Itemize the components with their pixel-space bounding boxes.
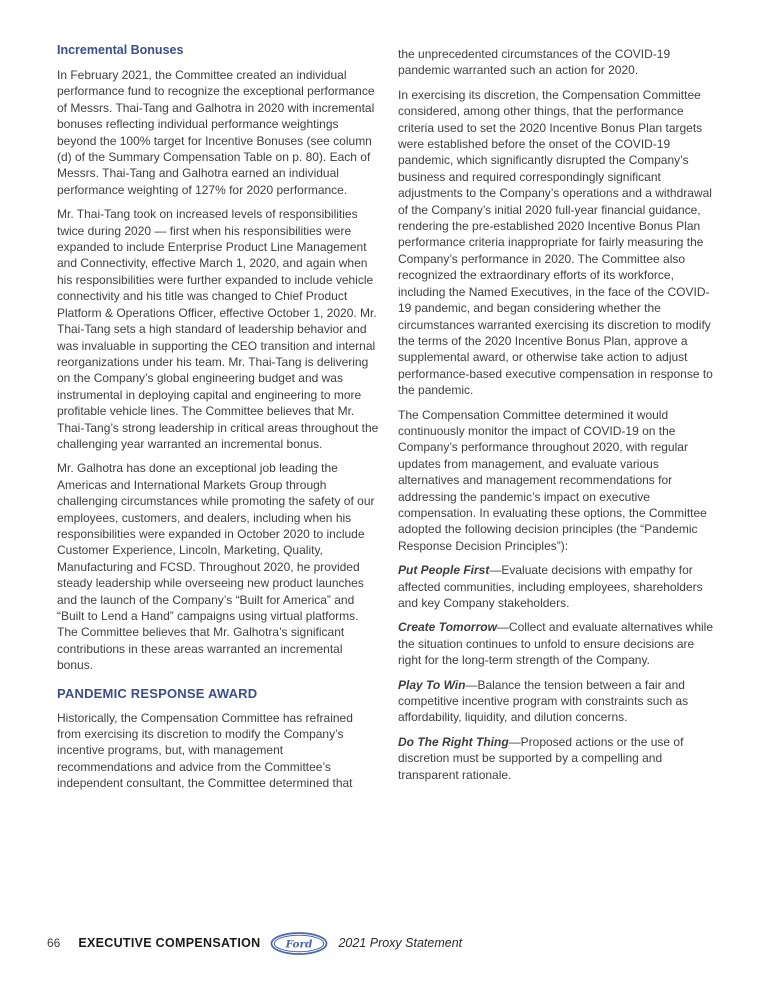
principle-text-do-the-right-thing: —Proposed actions or the use of discretion must be supported by a compelling and transparent rationale. [398,734,684,782]
paragraph-thai-tang: Mr. Thai-Tang took on increased levels of responsibilities twice during 2020 — first when his responsibilities were expanded to include Enterprise Product Line Management and Connectivity, effective March 1, 2020, and again when his responsibilities were further expanded to include vehicle connectivity and his title was changed to Chief Product Platform & Operations Officer, effective October 1, 2020. Mr. Thai-Tang sets a high standard of leadership behavior and was invaluable in supporting the CEO transition and internal reorganizations under his team. Mr. Thai-Tang is delivering on the Company’s global engineering budget and was instrumental in deploying capital and engineering to more profitable vehicle lines. The Committee believes that Mr. Thai-Tang’s strong leadership in critical areas throughout the challenging year warranted an incremental bonus. [57,207,379,451]
right-column [398,43,716,800]
principle-text-create-tomorrow: —Collect and evaluate alternatives while the situation continues to unfold to ensure decisions are right for the long-term strength of the Company. [398,620,714,668]
principle-text-put-people-first: —Evaluate decisions with empathy for affected communities, including employees, shareholders and key Company stakeholders. [398,563,703,610]
heading-pandemic-response-award: PANDEMIC RESPONSE AWARD [57,685,258,701]
paragraph-exercising-discretion: In exercising its discretion, the Compensation Committee considered, among other things, that the performance criteria used to set the 2020 Incentive Bonus Plan targets were established before the onset of the COVID-19 pandemic, which significantly disrupted the Company’s business and required correspondingly significant adjustments to the Company’s operations and a withdrawal of the Company’s initial 2020 full-year financial guidance, rendering the pre-established 2020 Incentive Bonus Plan performance criteria inappropriate for fairly measuring the Company’s performance in 2020. The Committee also recognized the extraordinary efforts of its workforce, including the Named Executives, in the face of the COVID-19 pandemic, and began considering whether the circumstances warranted exercising its discretion to modify the terms of the 2020 Incentive Bonus Plan, approve a supplemental award, or otherwise take action to adjust performance-based executive compensation in response to the pandemic. [398,87,713,398]
principle-lead-put-people-first: Put People First [398,563,490,578]
paragraph-unprecedented: the unprecedented circumstances of the COVID-19 pandemic warranted such an action for 2020. [398,47,671,78]
principle-lead-create-tomorrow: Create Tomorrow [398,620,497,635]
paragraph-galhotra: Mr. Galhotra has done an exceptional job leading the Americas and International Markets Group through challenging circumstances while promoting the safety of our employees, customers, and dealers, including when his responsibilities were expanded in October 2020 to include Customer Experience, Lincoln, Marketing, Quality, Manufacturing and FCSD. Throughout 2020, he provided steady leadership while overseeing new product launches and the launch of the Company’s “Built for America” and “Built to Lend a Hand” campaigns using virtual platforms. The Committee believes that Mr. Galhotra’s significant contributions in these areas warranted an incremental bonus. [57,461,375,673]
ford-logo-icon [270,932,328,955]
paragraph-historically: Historically, the Compensation Committee has refrained from exercising its discretion to modify the Company’s incentive programs, but, with management recommendations and advice from the Committee’s independent consultant, the Committee determined that [57,710,353,791]
ford-logo-text: Ford [286,937,313,950]
principle-lead-play-to-win: Play To Win [398,677,466,692]
left-column [57,43,379,800]
paragraph-incremental-intro: In February 2021, the Committee created an individual performance fund to recognize the exceptional performance of Messrs. Thai-Tang and Galhotra in 2020 with incremental bonuses reflecting individual performance weightings beyond the 100% target for Incentive Bonuses (see column (d) of the Summary Compensation Table on p. 80). Each of Messrs. Thai-Tang and Galhotra earned an individual performance weighting of 127% for 2020 performance. [57,68,375,197]
two-column-layout [57,43,716,800]
principle-text-play-to-win: —Balance the tension between a fair and competitive incentive program with constraints such as affordability, liquidity, and dilution concerns. [398,677,689,725]
page-number: 66 [47,936,61,950]
principle-lead-do-the-right-thing: Do The Right Thing [398,734,509,749]
principle-play-to-win [398,677,716,726]
page-footer [47,930,462,956]
principle-put-people-first [398,562,716,611]
principle-do-the-right-thing [398,734,716,783]
paragraph-committee-determined: The Compensation Committee determined it would continuously monitor the impact of COVID-19 on the Company’s performance throughout 2020, with regular updates from management, and evaluate various alternatives and management recommendations for addressing the pandemic’s impact on executive compensation. In evaluating these options, the Committee adopted the following decision principles (the “Pandemic Response Decision Principles”): [398,407,707,553]
footer-statement-label: 2021 Proxy Statement [338,936,463,950]
principle-create-tomorrow [398,619,716,668]
heading-incremental-bonuses: Incremental Bonuses [57,43,184,57]
footer-section-label: EXECUTIVE COMPENSATION [78,936,261,950]
